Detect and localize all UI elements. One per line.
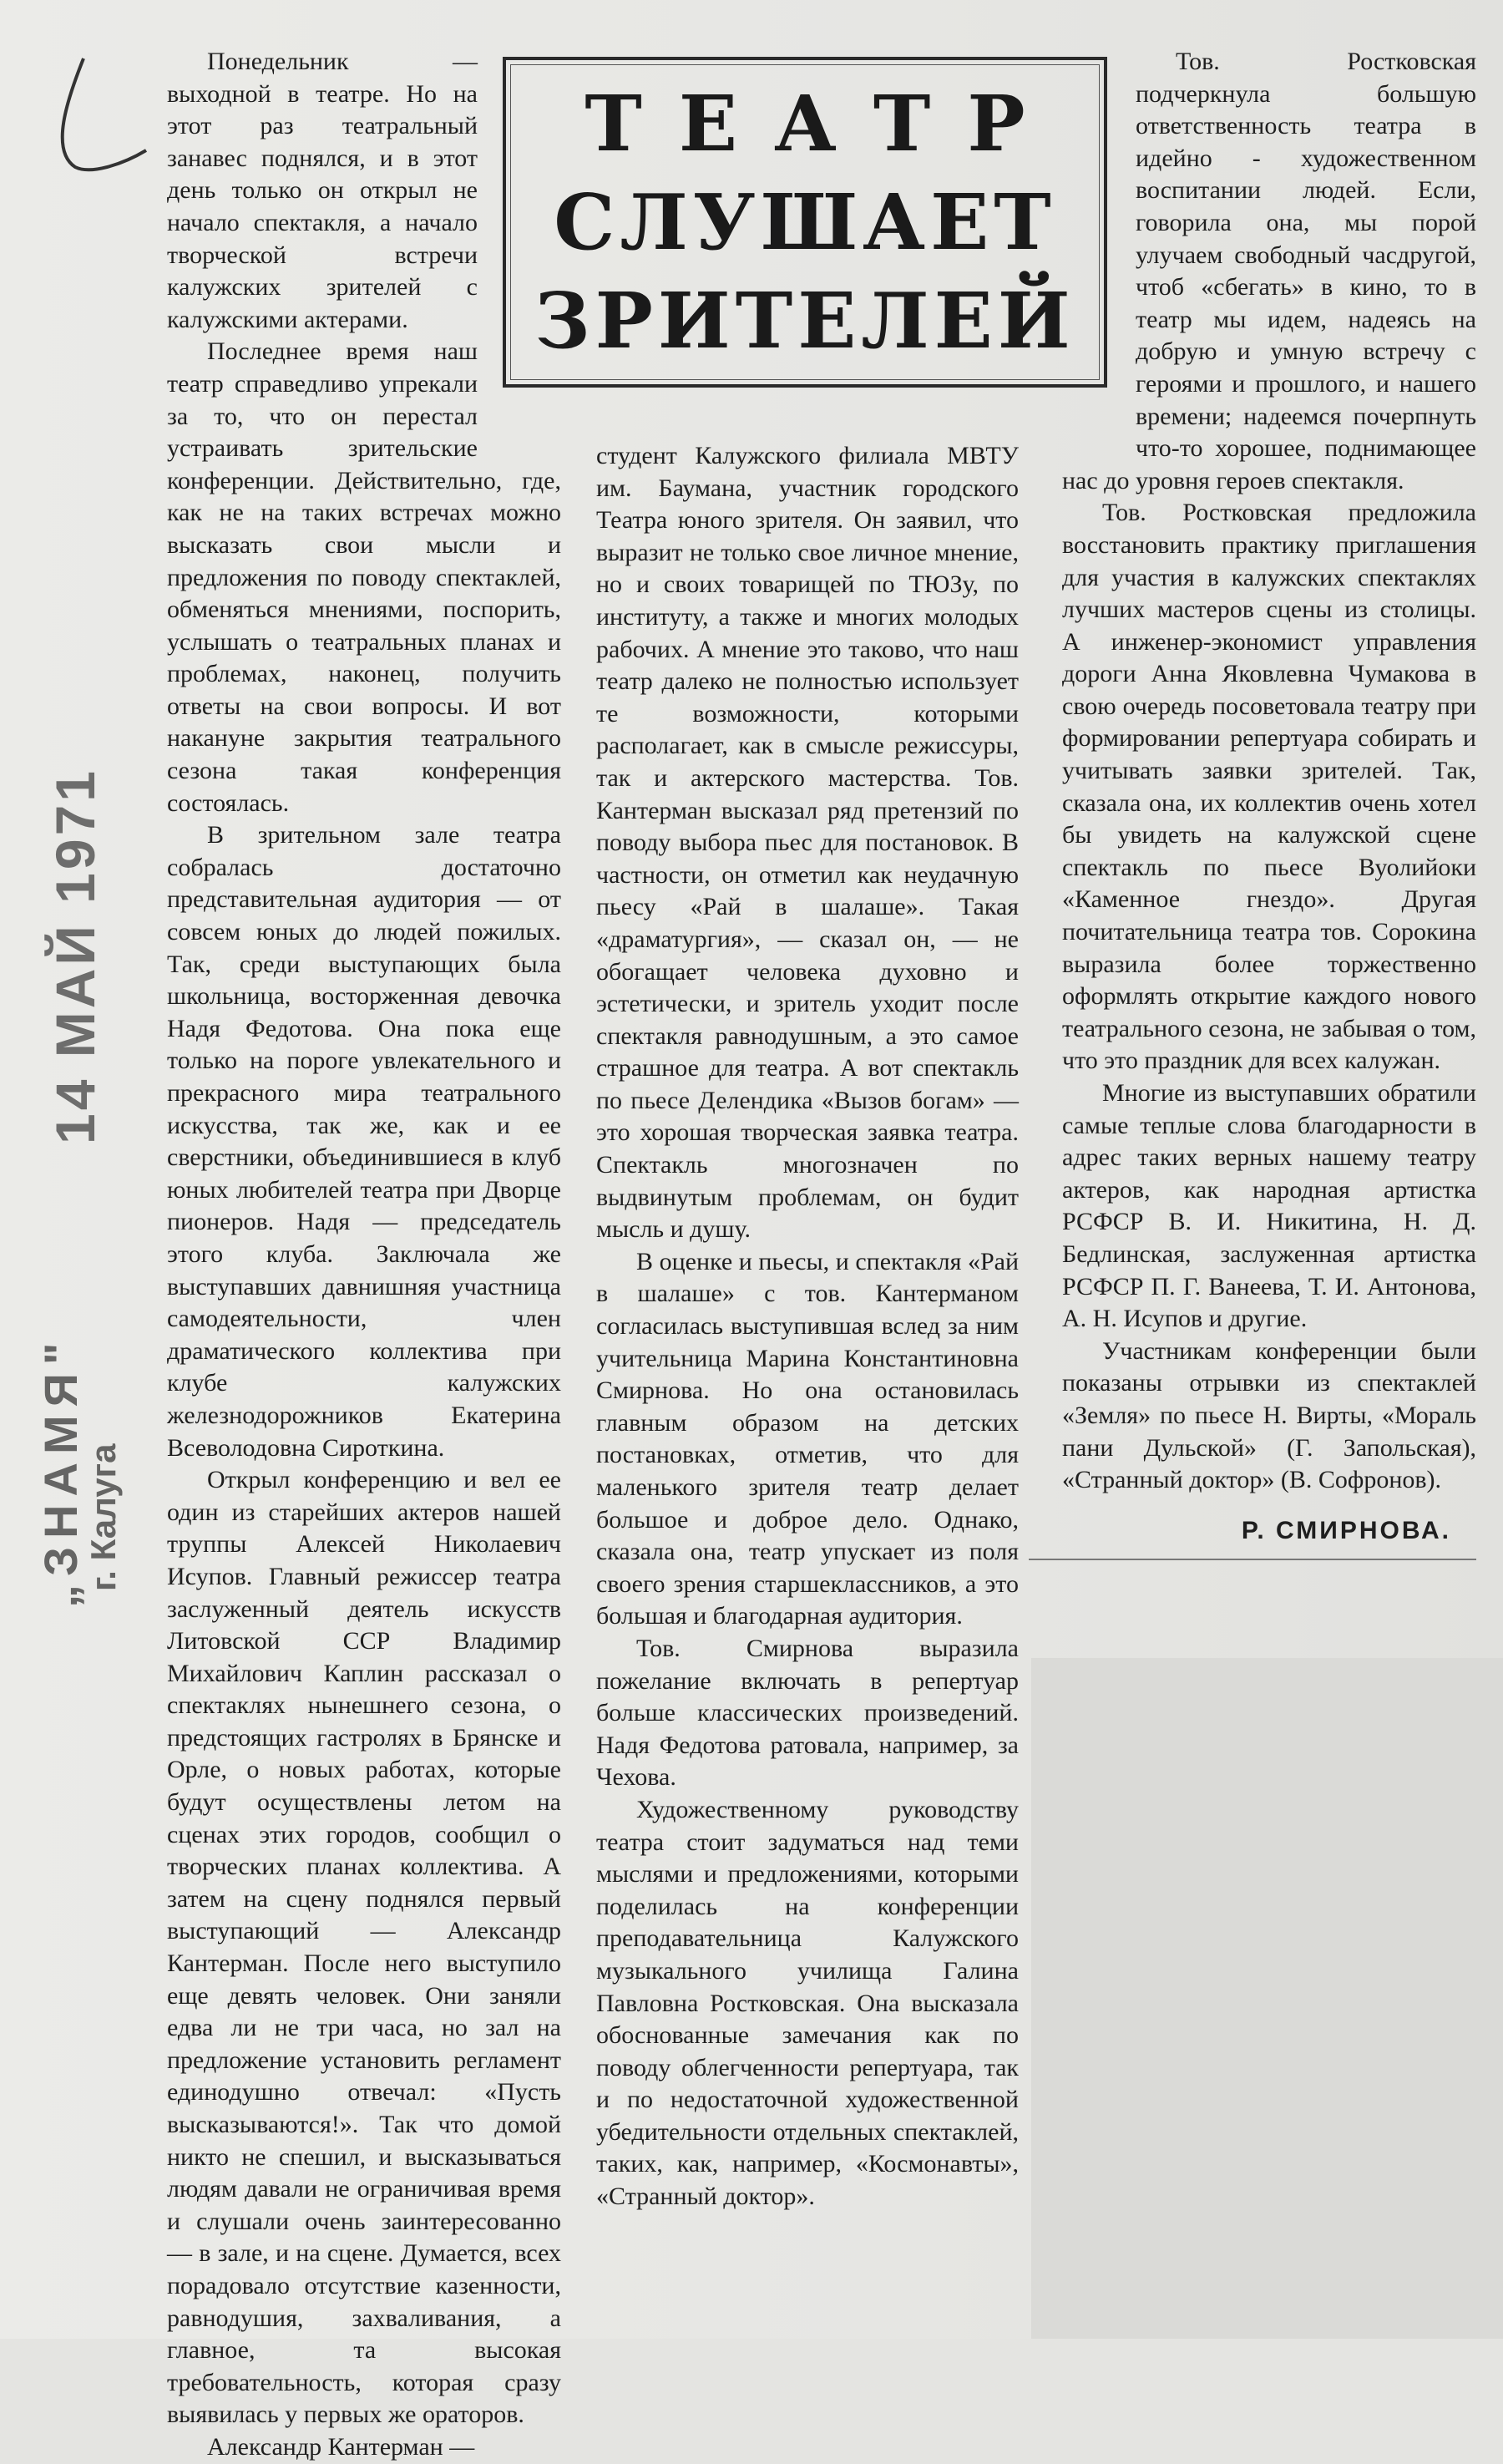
pen-mark-icon — [50, 50, 150, 184]
paragraph: Открыл конференцию и вел ее один из старейших актеров нашей труппы Алексей Николаевич Исупов. Главный режиссер театра заслуженный деятель искусств Литовской ССР Владимир Михайлович Каплин рассказал о спектаклях нынешнего сезона, о предстоящих гастролях в Брянске и Орле, о новых работах, которые будут осуществлены летом на сценах этих городов, сообщил о творческих планах коллектива. А затем на сцену поднялся первый выступающий — Александр Кантерман. После него выступило еще девять человек. Они заняли едва ли не три часа, но зал на предложение установить регламент единодушно отвечал: «Пусть высказываются!». Так что домой никто не спешил, и высказываться людям давали не ограничивая время и слушали очень заинтересованно — в зале, и на сцене. Думается, всех порадовало отсутствие казенности, равнодушия, захваливания, а главное, та высокая требовательность, которая сразу выявилась у первых же ораторов. — [167, 1466, 561, 2429]
headline-line-3: ЗРИТЕЛЕЙ — [534, 276, 1075, 366]
paragraph: Художественному руководству театра стоит задуматься над теми мыслями и предложениями, которыми поделилась на конференции преподавательница Калужского музыкального училища Галина Павловна Ростковская. Она высказала обоснованные замечания как по поводу облегченности репертуара, так и по недостаточной художественной убедительности отдельных спектаклей, таких, как, например, «Космонавты», «Странный доктор». — [596, 1795, 1019, 2211]
headline-box — [503, 57, 1107, 388]
paragraph: Тов. Смирнова выразила пожелание включать в репертуар больше классических произведений. Надя Федотова ратовала, например, за Чехова. — [596, 1634, 1019, 1792]
paragraph: В оценке и пьесы, и спектакля «Рай в шалаше» с тов. Кантерманом согласилась выступившая вслед за ним учительница Марина Константиновна Смирнова. Но она остановилась главным образом на детских постановках, отметив, что для маленького зрителя театр делает большое и доброе дело. Однако, сказала она, театр упускает из поля своего зрения старшеклассников, а это большая и благодарная аудитория. — [596, 1247, 1019, 1630]
paragraph: Последнее время наш театр справедливо упрекали за то, что он перестал устраивать зрительские конференции. Действительно, где, как не на таких встречах можно высказать свои мысли и предложения по поводу спектаклей, обменяться мнениями, поспорить, услышать о театральных планах и проблемах, наконец, получить ответы на свои вопросы. И вот накануне закрытия театрального сезона такая конференция состоялась. — [167, 337, 561, 817]
blank-paper-area — [1031, 1658, 1503, 2339]
article-column-2 — [596, 440, 1019, 2213]
paragraph: Тов. Ростковская подчеркнула большую ответственность театра в идейно - художественном воспитании людей. Если, говорила она, мы порой улучаем свободный часдругой, чтоб «сбегать» в кино, то в театр мы идем, надеясь на добрую и умную встречу с героями и прошлого, и нашего времени; надеемся почерпнуть что-то хорошее, поднимающее нас до уровня героев спектакля. — [1062, 48, 1476, 494]
article-column-3 — [1062, 46, 1476, 1560]
article-column-1 — [167, 46, 561, 2464]
newspaper-name-stamp: „ЗНАМЯ" — [34, 1334, 87, 1608]
headline-line-1: ТЕАТР — [584, 79, 1062, 169]
paragraph: В зрительном зале театра собралась достаточно представительная аудитория — от совсем юных до людей пожилых. Так, среди выступающих была школьница, восторженная девочка Надя Федотова. Она пока еще только на пороге увлекательного и прекрасного мира театрального искусства, так же, как и ее сверстники, объединившиеся в клуб юных любителей театра при Дворце пионеров. Надя — председатель этого клуба. Заключала же выступавших давнишняя участница самодеятельности, член драматического коллектива при клубе калужских железнодорожников Екатерина Всеволодовна Сироткина. — [167, 821, 561, 1462]
paragraph: Тов. Ростковская предложила восстановить практику приглашения для участия в калужских спектаклях лучших мастеров сцены из столицы. А инженер-экономист управления дороги Анна Яковлевна Чумакова в свою очередь посоветовала театру при формировании репертуара собирать и учитывать заявки зрителей. Так, сказала она, их коллектив очень хотел бы увидеть на калужской сцене спектакль по пьесе Вуолийоки «Каменное гнездо». Другая почитательница театра тов. Сорокина выразила более торжественно оформлять открытие каждого нового театрального сезона, не забывая о том, что это праздник для всех калужан. — [1062, 499, 1476, 1075]
paragraph: Александр Кантерман — — [207, 2432, 475, 2461]
author-signature: Р. СМИРНОВА. — [1241, 1516, 1451, 1544]
paragraph: Понедельник — выходной в театре. Но на этот раз театральный занавес поднялся, и в этот день только он открыл не начало спектакля, а начало творческой встречи калужских зрителей с калужскими актерами. — [167, 48, 478, 333]
paragraph: Многие из выступавших обратили самые теплые слова благодарности в адрес таких верных нашему театру актеров, как народная артистка РСФСР В. И. Никитина, Н. Д. Бедлинская, заслуженная артистка РСФСР П. Г. Ванеева, Т. И. Антонова, А. Н. Исупов и другие. — [1062, 1079, 1476, 1333]
paragraph: студент Калужского филиала МВТУ им. Баумана, участник городского Театра юного зрителя. Он заявил, что выразит не только свое личное мнение, но и своих товарищей по ТЮЗу, по институту, а также и многих молодых рабочих. А мнение это таково, что наш театр далеко не полностью использует те возможности, которыми располагает, как в смысле режиссуры, так и актерского мастерства. Тов. Кантерман высказал ряд претензий по поводу выбора пьес для постановок. В частности, он отметил как неудачную пьесу «Рай в шалаше». Такая «драматургия», — сказал он, — не обогащает человека духовно и эстетически, и зритель уходит после спектакля равнодушным, а это самое страшное для театра. А вот спектакль по пьесе Делендика «Вызов богам» — это хорошая творческая заявка театра. Спектакль многозначен по выдвинутым проблемам, он будит мысль и душу. — [596, 442, 1019, 1244]
date-stamp: 14 МАЙ 1971 — [44, 768, 106, 1144]
headline-line-2: СЛУШАЕТ — [554, 177, 1056, 267]
paragraph: Участникам конференции были показаны отрывки из спектаклей «Земля» по пьесе Н. Вирты, «Мораль пани Дульской» (Г. Запольская), «Странный доктор» (В. Софронов). — [1062, 1336, 1476, 1494]
divider — [1029, 1559, 1476, 1560]
city-stamp: г. Калуга — [84, 1443, 123, 1591]
